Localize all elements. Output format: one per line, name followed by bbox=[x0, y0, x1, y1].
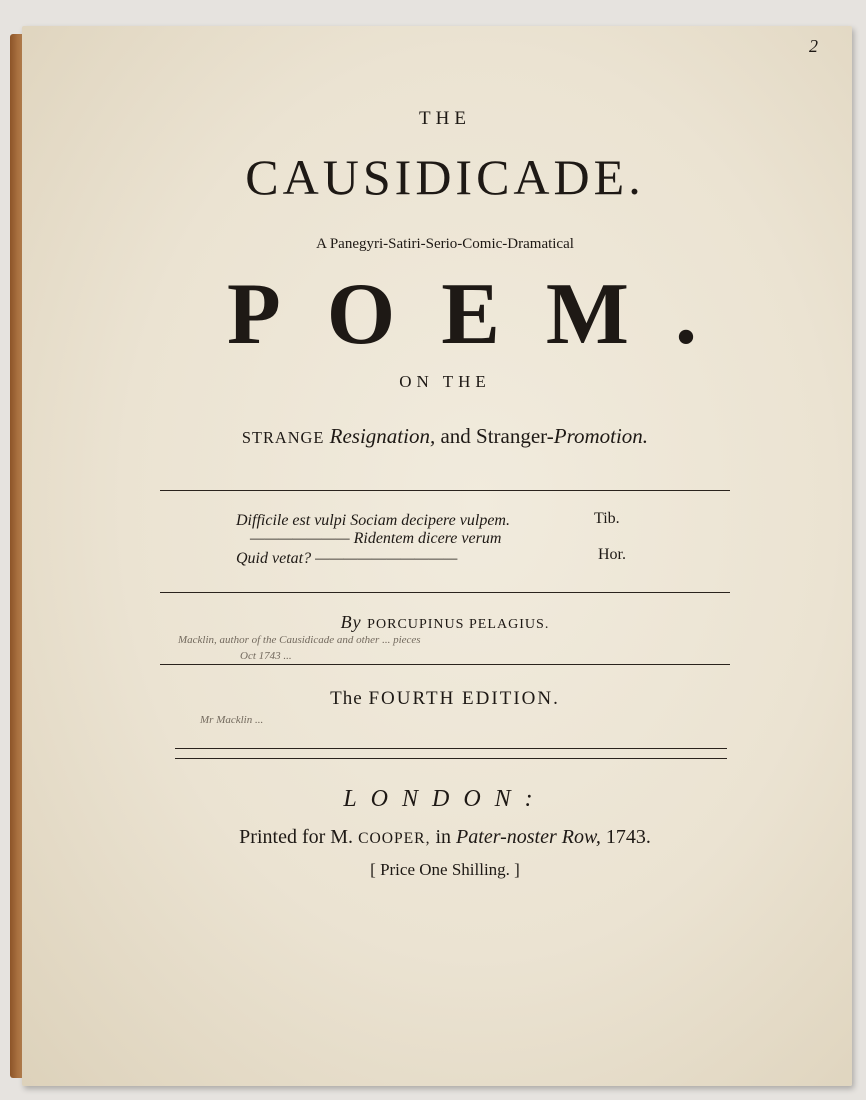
motto-line-3 bbox=[236, 550, 457, 568]
imprint-city: LONDON: bbox=[343, 786, 547, 812]
page-number: 2 bbox=[809, 36, 818, 56]
imprint-printed-for: Printed for M. bbox=[239, 826, 354, 848]
motto-line-2 bbox=[250, 530, 501, 548]
promotion-word: Promotion. bbox=[553, 424, 649, 448]
by-word: By bbox=[340, 612, 362, 632]
on-the: ON THE bbox=[399, 372, 491, 391]
title-the: THE bbox=[419, 108, 471, 129]
rule-lower bbox=[160, 664, 730, 665]
motto-dashes-1: ——————— bbox=[250, 530, 350, 547]
poem-word: POEM. bbox=[227, 266, 743, 363]
imprint-line bbox=[160, 826, 730, 849]
edition-caps: FOURTH EDITION. bbox=[368, 688, 560, 709]
motto-dashes-2: —————————— bbox=[315, 550, 458, 567]
handwritten-note-1: Macklin, author of the Causidicade and other ... pieces bbox=[178, 634, 421, 646]
resignation-word: Resignation, bbox=[329, 424, 436, 448]
rule-bottom-1 bbox=[175, 748, 727, 749]
imprint-place: Pater-noster Row, bbox=[456, 826, 601, 848]
rule-bottom-2 bbox=[175, 758, 727, 759]
motto-ridentem: Ridentem dicere verum bbox=[353, 530, 502, 547]
subtitle: A Panegyri-Satiri-Serio-Comic-Dramatical bbox=[316, 236, 574, 252]
and-stranger: and Stranger- bbox=[440, 424, 554, 448]
imprint-in: in bbox=[435, 826, 452, 848]
author-name: PORCUPINUS PELAGIUS. bbox=[367, 616, 550, 632]
motto-line-1: Difficile est vulpi Sociam decipere vulpem. bbox=[236, 512, 510, 529]
motto-source-hor: Hor. bbox=[598, 546, 626, 563]
handwritten-note-2: Oct 1743 ... bbox=[240, 650, 292, 662]
title-main: CAUSIDICADE. bbox=[245, 149, 645, 205]
edition-line bbox=[160, 688, 730, 710]
motto-source-tib: Tib. bbox=[594, 510, 620, 527]
rule-top bbox=[160, 490, 730, 491]
rule-middle bbox=[160, 592, 730, 593]
imprint-cooper: COOPER, bbox=[358, 830, 431, 847]
imprint-year: 1743. bbox=[605, 826, 651, 848]
edition-the: The bbox=[330, 688, 363, 709]
strange-resignation-line bbox=[160, 424, 730, 449]
handwritten-note-3: Mr Macklin ... bbox=[200, 714, 264, 726]
author-line bbox=[160, 612, 730, 633]
motto-quid-vetat: Quid vetat? bbox=[236, 550, 312, 567]
strange-word: STRANGE bbox=[241, 428, 325, 447]
imprint-price: [ Price One Shilling. ] bbox=[370, 860, 520, 879]
